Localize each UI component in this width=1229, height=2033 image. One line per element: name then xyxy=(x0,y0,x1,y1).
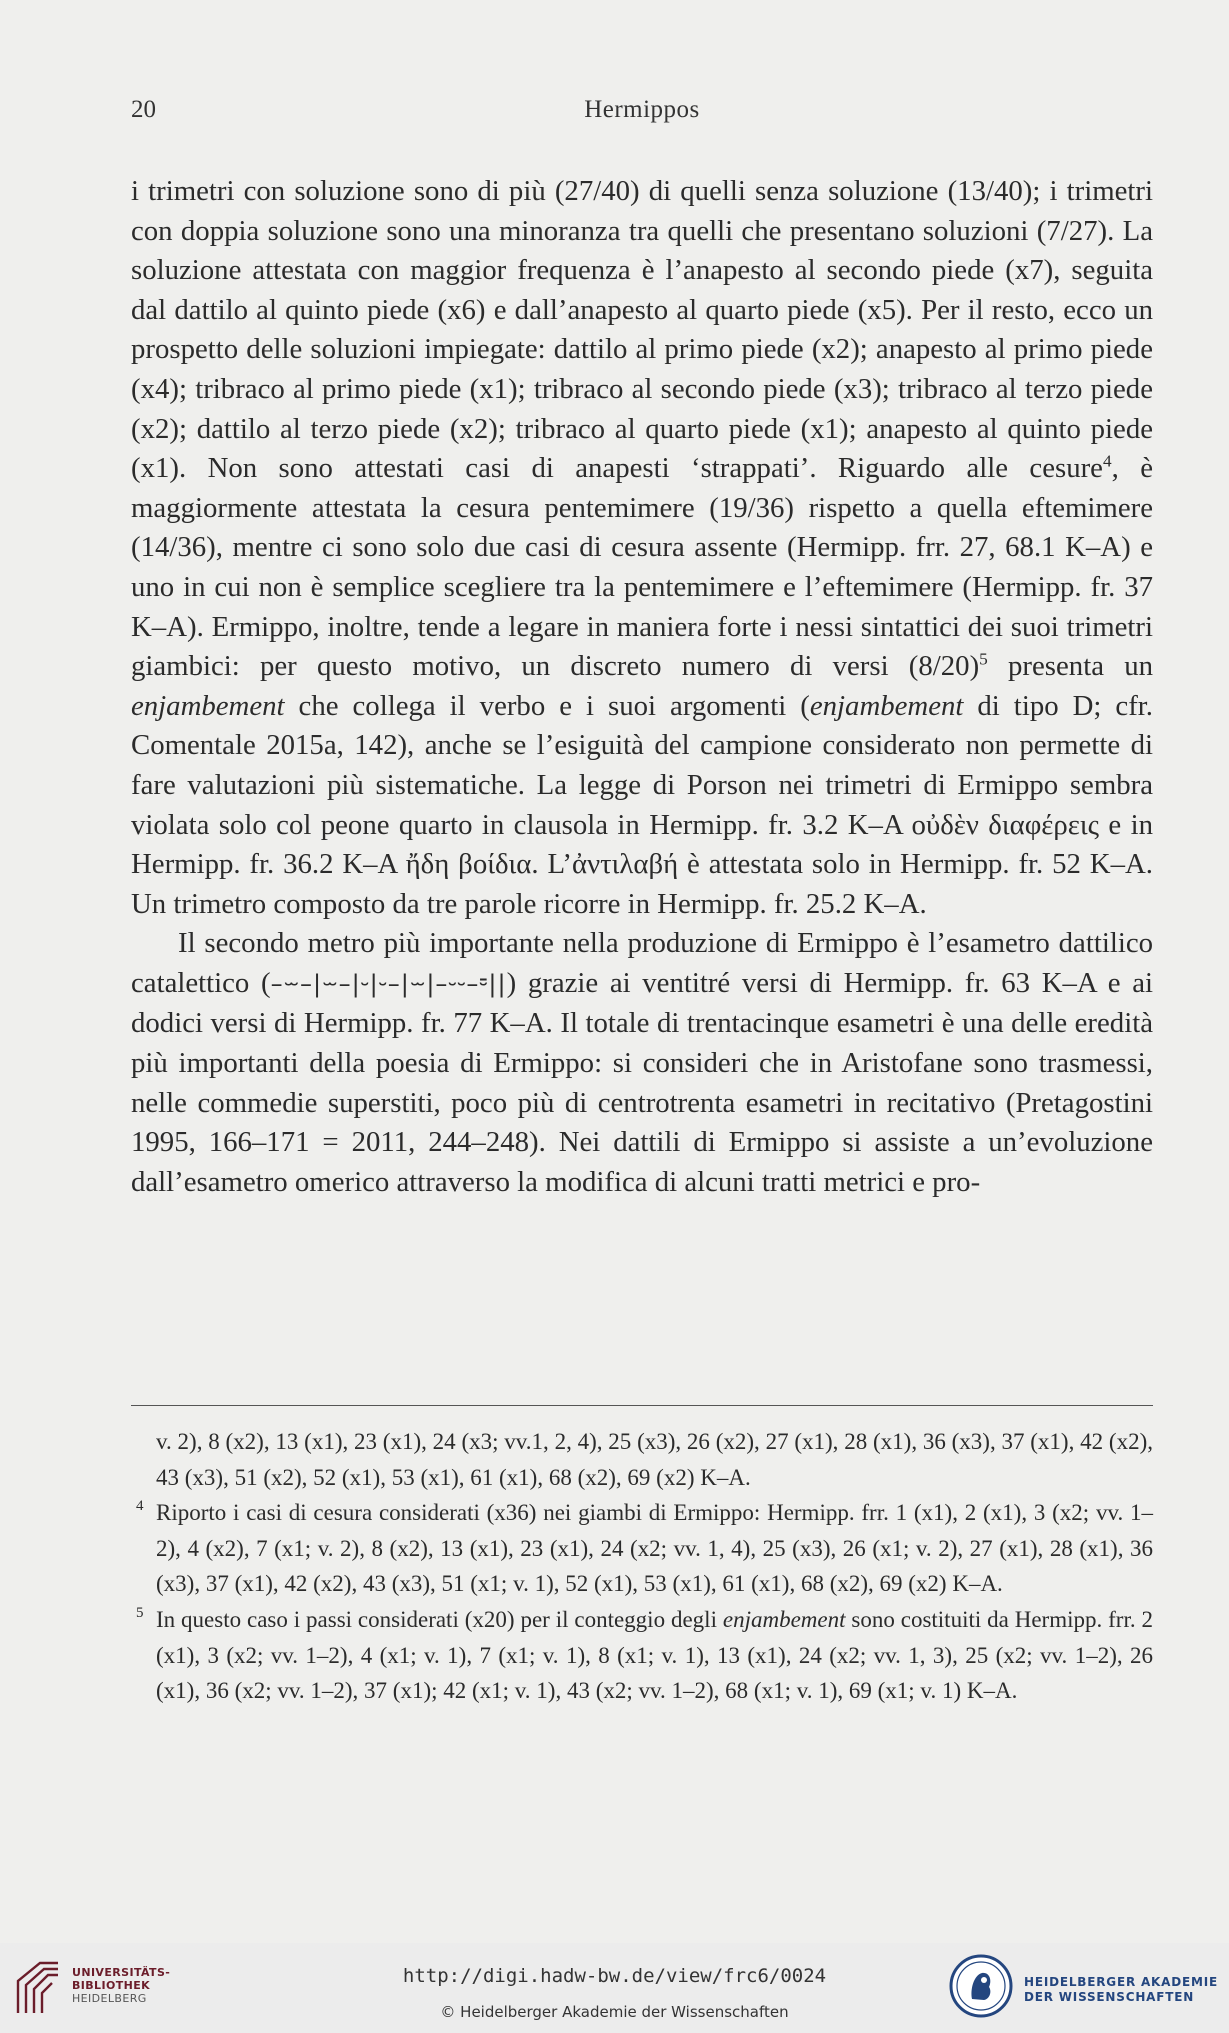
ub-line: UNIVERSITÄTS- xyxy=(72,1966,171,1979)
footnote-text: sono costituiti da Hermipp. frr. 2 (x1), 3 (x2; vv. 1–2), 4 (x1; v. 1), 7 (x1; v. 1), 8 (x1; v. 1), 13 (x1), 24 (x2; vv. 1, 3), 25 (x2; vv. 1–2), 26 (x1), 36 (x2; vv. 1–2), 37 (x1); 42 (x1; v. 1), 43 (x2; vv. 1–2), 68 (x1; v. 1), 69 (x1; v. 1) K–A. xyxy=(156,1606,1153,1704)
permalink-url[interactable]: http://digi.hadw-bw.de/view/frc6/0024 xyxy=(402,1965,827,1987)
italic-term: enjambement xyxy=(809,689,964,722)
footnote-4 xyxy=(136,1495,1153,1602)
ub-line: BIBLIOTHEK xyxy=(72,1979,151,1992)
text-run: presenta un xyxy=(987,650,1153,683)
footnote-marker: 4 xyxy=(136,1498,144,1515)
hadw-text xyxy=(1024,1975,1218,2005)
italic-term: enjambement xyxy=(722,1606,846,1632)
text-run: , è maggiormente attestata la cesura pentemimere (19/36) rispetto a quella eftemimere (14/36), mentre ci sono solo due casi di cesura assente (Hermipp. frr. 27, 68.1 K–A) e uno in cui non è semplice scegliere tra la pentemimere e l’eftemimere (Hermipp. fr. 37 K–A). Ermippo, inoltre, tende a legare in maniera forte i nessi sintattici dei suoi trimetri giambici: per questo motivo, un discreto numero di versi (8/20) xyxy=(131,452,1153,683)
footnotes xyxy=(136,1424,1153,1709)
italic-term: enjambement xyxy=(131,689,285,722)
viewer-footer xyxy=(0,1943,1229,2033)
footnote-separator xyxy=(131,1405,1153,1406)
text-run: i trimetri con soluzione sono di più (27/40) di quelli senza soluzione (13/40); i trimetri con doppia soluzione sono una minoranza tra quelli che presentano soluzioni (7/27). La soluzione attestata con maggior frequenza è l’anapesto al secondo piede (x7), seguita dal dattilo al quinto piede (x6) e dall’anapesto al quarto piede (x5). Per il resto, ecco un prospetto delle soluzioni impiegate: dattilo al primo piede (x2); anapesto al primo piede (x4); tribraco al primo piede (x1); tribraco al secondo piede (x3); tribraco al terzo piede (x2); dattilo al terzo piede (x2); tribraco al quarto piede (x1); anapesto al quinto piede (x1). Non sono attestati casi di anapesti ‘strappati’. Riguardo alle cesure xyxy=(131,175,1153,485)
copyright-notice: © Heidelberger Akademie der Wissenschaften xyxy=(440,2003,789,2021)
paragraph xyxy=(131,924,1153,1202)
metrical-scheme: –⏖–|⏖–|⏑|⏑–|⏖|–⏑⏑–⏒|| xyxy=(270,969,507,998)
footnote-5 xyxy=(136,1602,1153,1709)
ub-line: HEIDELBERG xyxy=(72,1992,147,2005)
hadw-seal-logo[interactable] xyxy=(948,1953,1014,2019)
footnote-text: Riporto i casi di cesura considerati (x36) nei giambi di Ermippo: Hermipp. frr. 1 (x1), 2 (x1), 3 (x2; vv. 1–2), 4 (x2), 7 (x1; v. 2), 8 (x2), 13 (x1), 23 (x1), 24 (x2; vv. 1, 4), 25 (x3), 26 (x1; v. 2), 27 (x1), 28 (x1), 36 (x3), 37 (x1), 42 (x2), 43 (x3), 51 (x1; v. 1), 52 (x1), 53 (x1), 61 (x1), 68 (x2), 69 (x2) K–A. xyxy=(156,1500,1153,1597)
text-run: Il secondo metro più importante nella produzione di Ermippo è l’esametro dattilico catalettico ( xyxy=(131,927,1153,999)
main-text xyxy=(131,172,1153,1202)
footnote-continuation: v. 2), 8 (x2), 13 (x1), 23 (x1), 24 (x3; vv.1, 2, 4), 25 (x3), 26 (x2), 27 (x1), 28 (x1), 36 (x3), 37 (x1), 42 (x2), 43 (x3), 51 (x2), 52 (x1), 53 (x1), 61 (x1), 68 (x2), 69 (x2) K–A. xyxy=(156,1429,1153,1490)
hadw-line: DER WISSENSCHAFTEN xyxy=(1024,1990,1195,2004)
text-run: di tipo D; cfr. Comentale 2015a, 142), anche se l’esiguità del campione considerato non permette di fare valutazioni più sistematiche. La legge di Porson nei trimetri di Ermippo sembra violata solo col peone quarto in clausola in Hermipp. fr. 3.2 K–A οὐδὲν διαφέρεις e in Hermipp. fr. 36.2 K–A ἤδη βοίδια. L’ἀντιλαβή è attestata solo in Hermipp. fr. 52 K–A. Un trimetro composto da tre parole ricorre in Hermipp. fr. 25.2 K–A. xyxy=(131,689,1153,920)
running-title: Hermippos xyxy=(584,96,700,123)
text-run: ) grazie ai ventitré versi di Hermipp. fr. 63 K–A e ai dodici versi di Hermipp. fr. 77 K–A. Il totale di trentacinque esametri è una delle eredità più importanti della poesia di Ermippo: si consideri che in Aristofane sono trasmessi, nelle commedie superstiti, poco più di centrotrenta esametri in recitativo (Pretagostini 1995, 166–171 = 2011, 244–248). Nei dattili di Ermippo si assiste a un’evoluzione dall’esametro omerico attraverso la modifica di alcuni tratti metrici e pro- xyxy=(131,966,1153,1198)
page-number: 20 xyxy=(131,96,156,123)
footnote-marker: 5 xyxy=(136,1604,144,1621)
footnote-ref-4[interactable]: 4 xyxy=(1102,451,1112,471)
paragraph xyxy=(131,172,1153,924)
footnote-text: In questo caso i passi considerati (x20) per il conteggio degli xyxy=(156,1606,723,1632)
hadw-seal-icon xyxy=(948,1953,1014,2019)
hadw-line: HEIDELBERGER AKADEMIE xyxy=(1024,1975,1218,1989)
text-run: che collega il verbo e i suoi argomenti ( xyxy=(284,689,810,722)
footnote-ref-5[interactable]: 5 xyxy=(979,649,988,669)
